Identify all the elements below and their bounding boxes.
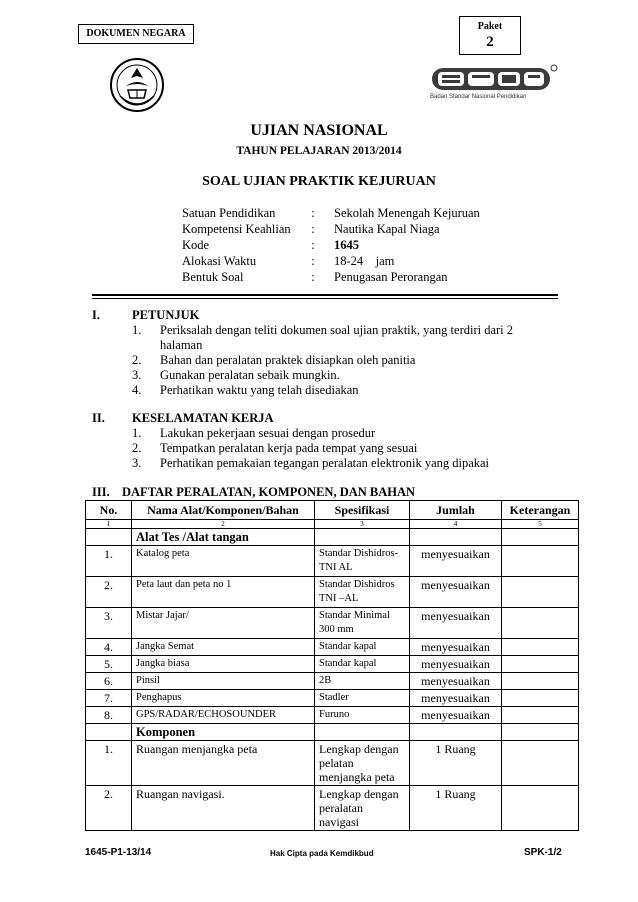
list-item <box>132 353 540 368</box>
item-number: 3. <box>132 456 142 470</box>
section-number: II. <box>92 411 105 425</box>
row-keterangan <box>502 546 579 577</box>
info-row <box>182 237 534 253</box>
row-nama: Ruangan navigasi. <box>132 786 315 831</box>
row-jumlah: menyesuaikan <box>410 707 502 724</box>
col-header-spesifikasi: Spesifikasi <box>315 501 410 520</box>
bsnp-caption: Badan Standar Nasional Pendidikan <box>430 94 527 100</box>
info-key: Kode <box>182 238 210 252</box>
row-number: 4. <box>86 639 132 656</box>
row-nama: Penghapus <box>132 690 315 707</box>
row-nama: Peta laut dan peta no 1 <box>132 577 315 608</box>
row-number: 7. <box>86 690 132 707</box>
list-item <box>132 368 540 383</box>
list-item <box>132 383 540 398</box>
info-sep: : <box>311 270 315 284</box>
table-row <box>86 577 579 608</box>
list-item <box>132 456 540 471</box>
info-row <box>182 253 534 269</box>
info-row <box>182 221 534 237</box>
footer-copyright: Hak Cipta pada Kemdikbud <box>270 849 374 858</box>
row-spesifikasi: Lengkap dengan peralatan navigasi <box>315 786 410 831</box>
info-key: Satuan Pendidikan <box>182 206 276 220</box>
table-row <box>86 673 579 690</box>
row-keterangan <box>502 608 579 639</box>
row-keterangan <box>502 786 579 831</box>
item-number: 2. <box>132 353 142 367</box>
exam-title: UJIAN NASIONAL <box>250 122 388 139</box>
row-nama: Jangka Semat <box>132 639 315 656</box>
row-spesifikasi: 2B <box>315 673 410 690</box>
row-spesifikasi: Stadler <box>315 690 410 707</box>
info-key: Kompetensi Keahlian <box>182 222 291 236</box>
dokumen-negara-box: DOKUMEN NEGARA <box>78 24 194 44</box>
info-value: Nautika Kapal Niaga <box>334 222 440 236</box>
info-sep: : <box>311 254 315 268</box>
item-number: 1. <box>132 323 142 337</box>
row-spesifikasi: Standar Dishidros-TNI AL <box>315 546 410 577</box>
col-number: 3 <box>315 520 410 529</box>
row-nama: Jangka biasa <box>132 656 315 673</box>
row-number: 1. <box>86 546 132 577</box>
equipment-table <box>85 500 579 831</box>
row-nama: Katalog peta <box>132 546 315 577</box>
section-petunjuk <box>92 308 540 398</box>
item-number: 4. <box>132 383 142 397</box>
row-number: 3. <box>86 608 132 639</box>
info-row <box>182 269 534 285</box>
row-spesifikasi: Standar kapal <box>315 656 410 673</box>
col-number: 4 <box>410 520 502 529</box>
info-sep: : <box>311 206 315 220</box>
row-number: 2. <box>86 577 132 608</box>
row-spesifikasi: Standar Dishidros TNI –AL <box>315 577 410 608</box>
section-title: KESELAMATAN KERJA <box>132 411 274 425</box>
item-text: Lakukan pekerjaan sesuai dengan prosedur <box>160 426 376 440</box>
list-item <box>132 323 540 353</box>
row-keterangan <box>502 673 579 690</box>
row-jumlah: menyesuaikan <box>410 656 502 673</box>
item-text: Perhatikan waktu yang telah disediakan <box>160 383 359 397</box>
row-jumlah: menyesuaikan <box>410 673 502 690</box>
item-text: Periksalah dengan teliti dokumen soal ujian praktik, yang terdiri dari 2 halaman <box>160 323 514 352</box>
row-keterangan <box>502 577 579 608</box>
exam-subject: SOAL UJIAN PRAKTIK KEJURUAN <box>202 174 436 189</box>
section-title: DAFTAR PERALATAN, KOMPONEN, DAN BAHAN <box>122 485 416 499</box>
row-number: 1. <box>86 741 132 786</box>
row-number: 8. <box>86 707 132 724</box>
row-keterangan <box>502 707 579 724</box>
item-number: 1. <box>132 426 142 440</box>
exam-year: TAHUN PELAJARAN 2013/2014 <box>236 145 402 157</box>
row-jumlah: menyesuaikan <box>410 690 502 707</box>
row-jumlah: 1 Ruang <box>410 786 502 831</box>
group-row <box>86 529 579 546</box>
row-keterangan <box>502 639 579 656</box>
section-number: I. <box>92 308 100 322</box>
paket-box <box>459 16 521 55</box>
paket-label: Paket <box>477 21 503 32</box>
row-keterangan <box>502 656 579 673</box>
row-number: 6. <box>86 673 132 690</box>
double-rule-top <box>92 294 558 296</box>
footer-code: 1645-P1-13/14 <box>85 847 152 858</box>
tut-wuri-handayani-logo <box>106 56 168 114</box>
col-header-nama: Nama Alat/Komponen/Bahan <box>132 501 315 520</box>
group-title: Alat Tes /Alat tangan <box>132 529 315 546</box>
footer-page: SPK-1/2 <box>524 847 562 858</box>
row-nama: GPS/RADAR/ECHOSOUNDER <box>132 707 315 724</box>
table-row <box>86 741 579 786</box>
row-spesifikasi: Standar Minimal 300 mm <box>315 608 410 639</box>
col-number: 5 <box>502 520 579 529</box>
info-row <box>182 205 534 221</box>
table-row <box>86 639 579 656</box>
group-row <box>86 724 579 741</box>
item-number: 3. <box>132 368 142 382</box>
table-row <box>86 786 579 831</box>
row-keterangan <box>502 741 579 786</box>
info-key: Alokasi Waktu <box>182 254 257 268</box>
table-row <box>86 608 579 639</box>
row-spesifikasi: Standar kapal <box>315 639 410 656</box>
item-text: Gunakan peralatan sebaik mungkin. <box>160 368 340 382</box>
section-daftar <box>92 485 415 500</box>
group-title: Komponen <box>132 724 315 741</box>
table-row <box>86 546 579 577</box>
info-value: Penugasan Perorangan <box>334 270 448 284</box>
col-number: 1 <box>86 520 132 529</box>
double-rule-bottom <box>92 298 558 299</box>
item-text: Bahan dan peralatan praktek disiapkan oleh panitia <box>160 353 416 367</box>
row-jumlah: 1 Ruang <box>410 741 502 786</box>
table-row <box>86 656 579 673</box>
row-number: 2. <box>86 786 132 831</box>
row-keterangan <box>502 690 579 707</box>
table-header-row <box>86 501 579 520</box>
row-spesifikasi: Furuno <box>315 707 410 724</box>
row-jumlah: menyesuaikan <box>410 608 502 639</box>
row-number: 5. <box>86 656 132 673</box>
col-header-no: No. <box>86 501 132 520</box>
info-value: 1645 <box>334 238 359 252</box>
table-row <box>86 690 579 707</box>
list-item <box>132 441 540 456</box>
paket-number: 2 <box>486 34 494 50</box>
row-nama: Pinsil <box>132 673 315 690</box>
col-header-keterangan: Keterangan <box>502 501 579 520</box>
list-item <box>132 426 540 441</box>
item-text: Perhatikan pemakaian tegangan peralatan elektronik yang dipakai <box>160 456 490 470</box>
section-number: III. <box>92 485 110 499</box>
exam-info <box>182 205 534 285</box>
info-value: Sekolah Menengah Kejuruan <box>334 206 480 220</box>
row-nama: Mistar Jajar/ <box>132 608 315 639</box>
col-number: 2 <box>132 520 315 529</box>
info-sep: : <box>311 238 315 252</box>
row-jumlah: menyesuaikan <box>410 639 502 656</box>
section-keselamatan <box>92 411 540 471</box>
row-spesifikasi: Lengkap dengan pelatan menjangka peta <box>315 741 410 786</box>
section-title: PETUNJUK <box>132 308 200 322</box>
column-number-row <box>86 520 579 529</box>
info-key: Bentuk Soal <box>182 270 244 284</box>
info-value: 18-24 jam <box>334 254 395 268</box>
row-nama: Ruangan menjangka peta <box>132 741 315 786</box>
item-text: Tempatkan peralatan kerja pada tempat yang sesuai <box>160 441 418 455</box>
item-number: 2. <box>132 441 142 455</box>
row-jumlah: menyesuaikan <box>410 577 502 608</box>
row-jumlah: menyesuaikan <box>410 546 502 577</box>
col-header-jumlah: Jumlah <box>410 501 502 520</box>
info-sep: : <box>311 222 315 236</box>
table-row <box>86 707 579 724</box>
